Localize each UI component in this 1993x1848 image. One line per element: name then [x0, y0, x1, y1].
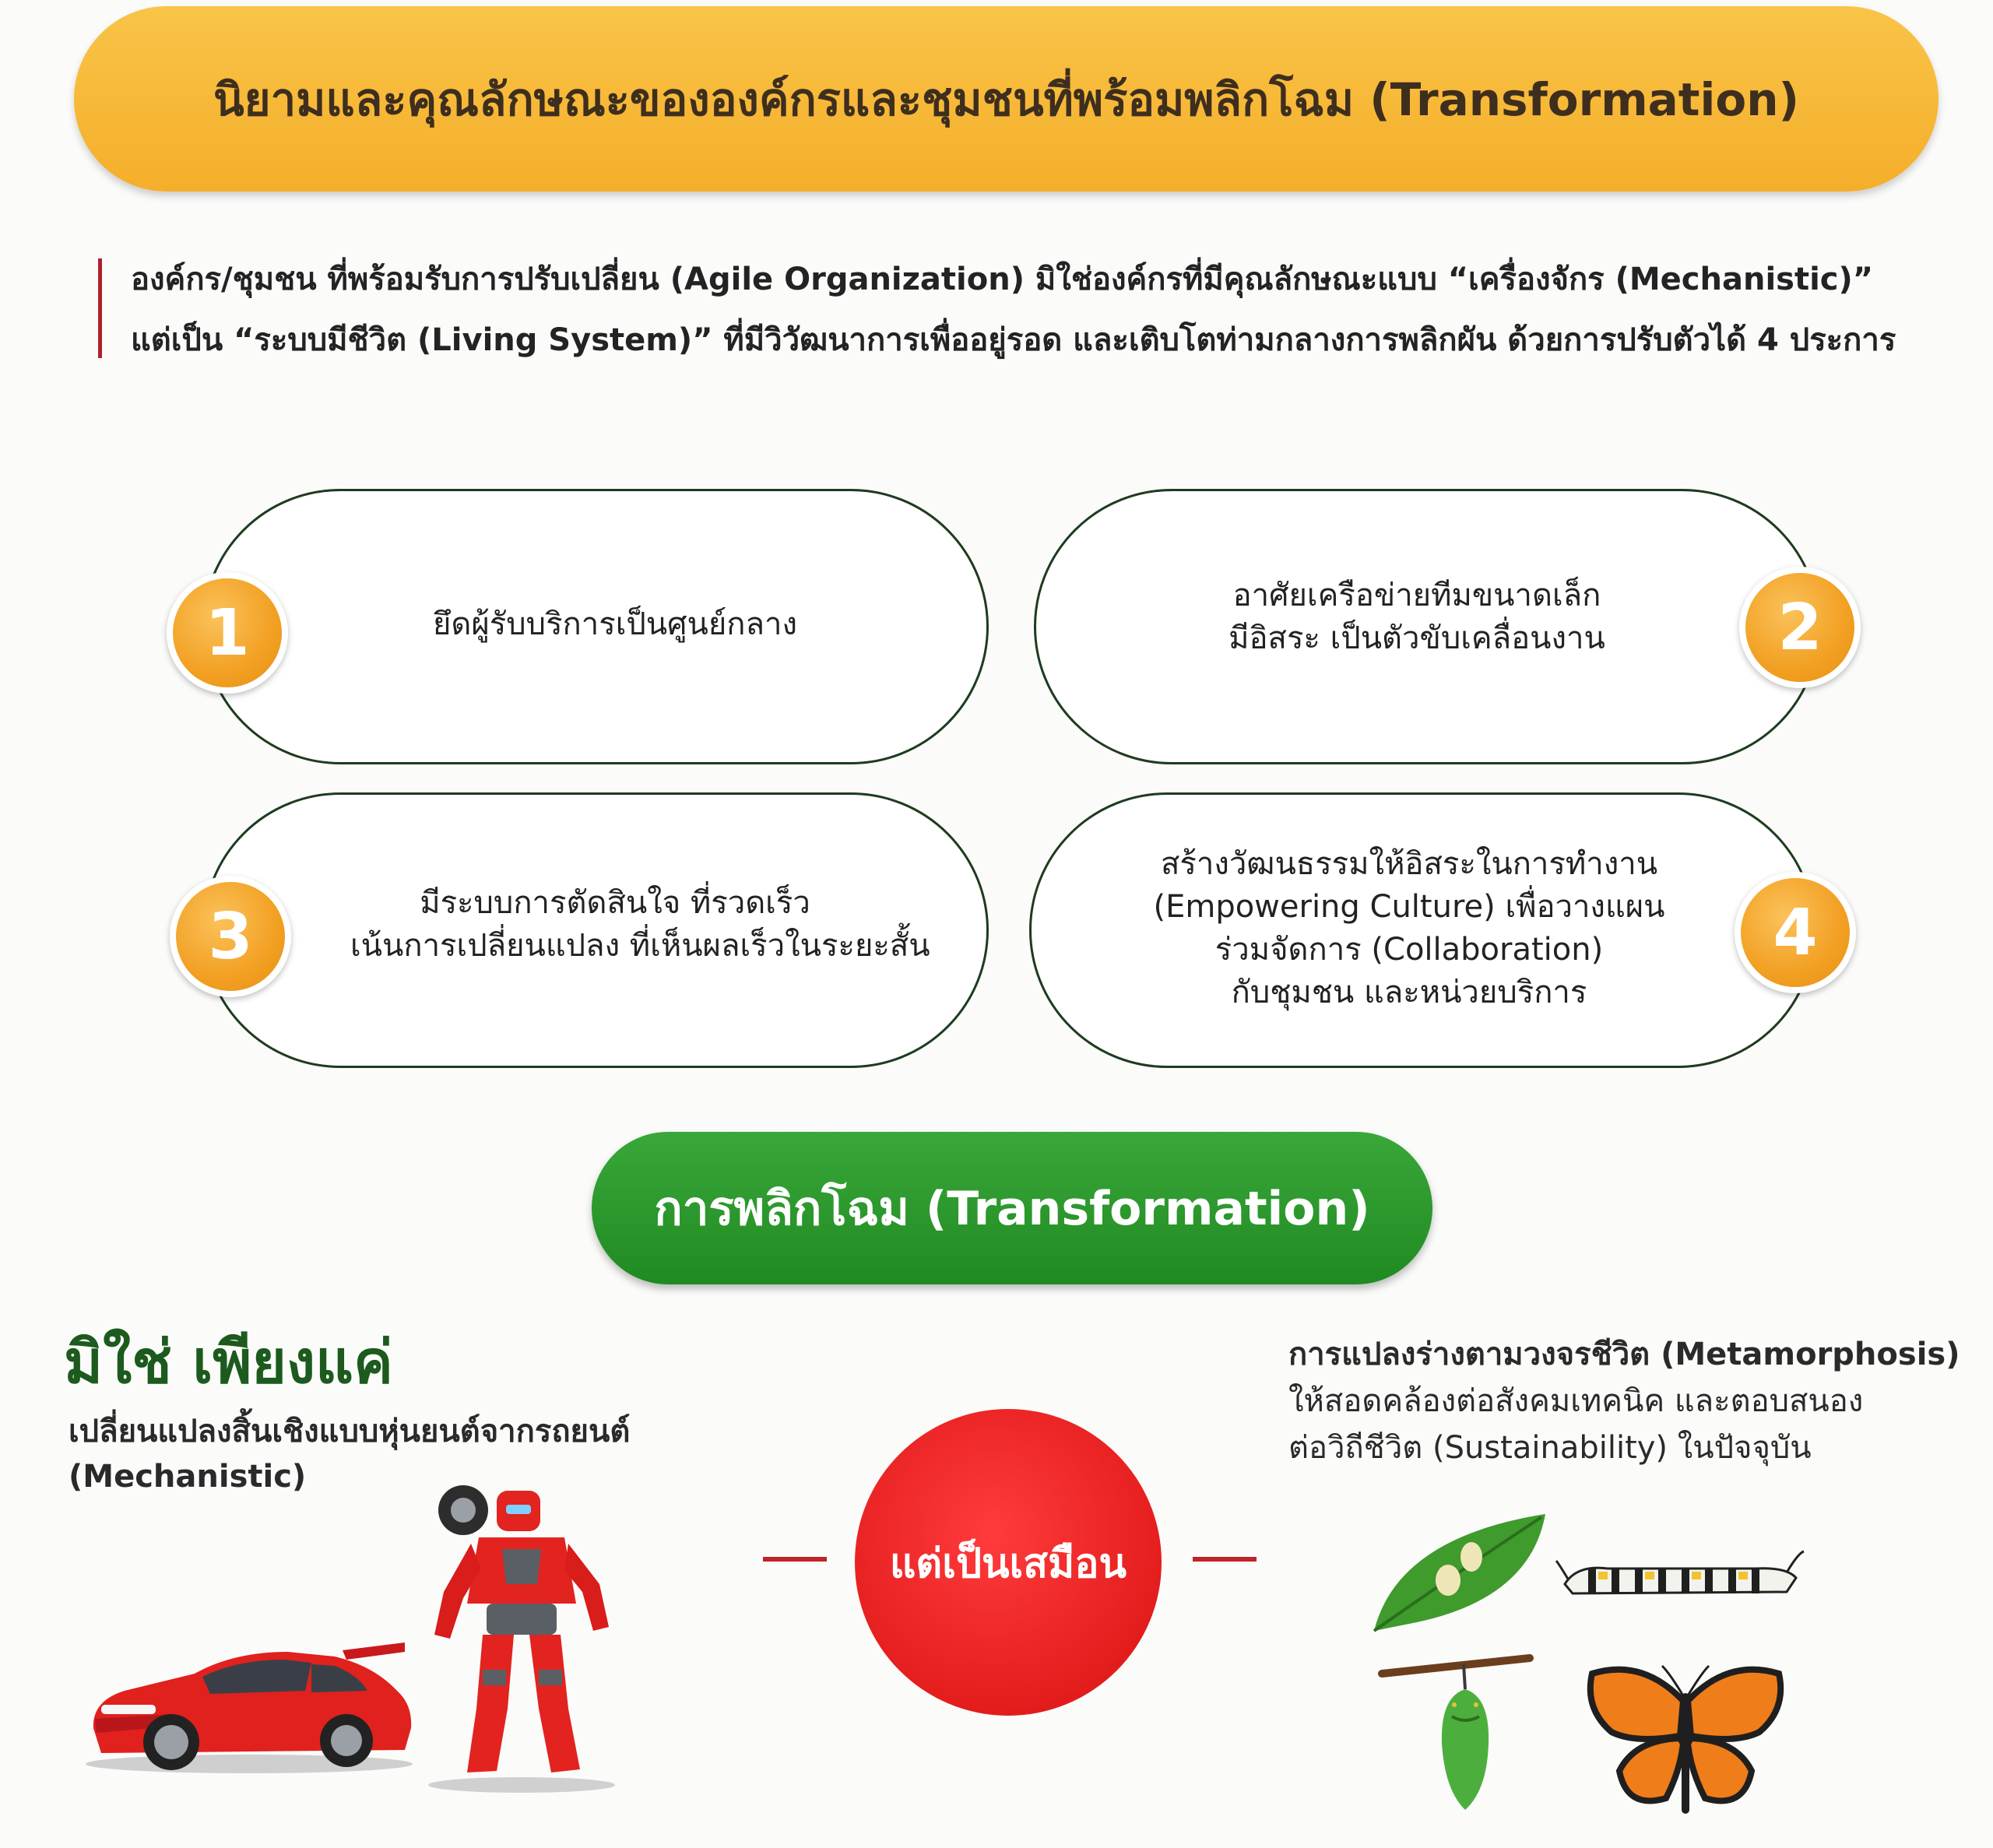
chrysalis-illustration [1378, 1650, 1534, 1818]
item-2-text [1152, 574, 1682, 660]
but-like-circle [855, 1409, 1162, 1716]
metamorphosis-description [1288, 1331, 1960, 1471]
metamorphosis-line-3: ต่อวิถีชีวิต (Sustainability) ในปัจจุบัน [1288, 1430, 1812, 1466]
item-3-line-1: มีระบบการตัดสินใจ ที่รวดเร็ว [420, 885, 810, 921]
intro-paragraph [131, 249, 1945, 371]
title-banner [74, 6, 1939, 191]
item-3-text [350, 882, 930, 968]
intro-accent-bar [98, 258, 102, 358]
metamorphosis-line-1: การแปลงร่างตามวงจรชีวิต (Metamorphosis) [1288, 1337, 1960, 1372]
transformation-banner-text: การพลิกโฉม (Transformation) [654, 1181, 1370, 1236]
item-2-number: 2 [1777, 590, 1823, 665]
metamorphosis-line-2: ให้สอดคล้องต่อสังคมเทคนิค และตอบสนอง [1288, 1383, 1864, 1419]
item-3-number-badge [170, 876, 291, 997]
item-1-text [350, 603, 880, 646]
item-3-line-2: เน้นการเปลี่ยนแปลง ที่เห็นผลเร็วในระยะสั้น [350, 928, 930, 964]
item-2-line-2: มีอิสระ เป็นตัวขับเคลื่อนงาน [1228, 620, 1605, 656]
leaf-with-eggs-illustration [1366, 1506, 1553, 1639]
item-1-line-1: ยึดผู้รับบริการเป็นศูนย์กลาง [432, 606, 798, 642]
item-2-line-1: อาศัยเครือข่ายทีมขนาดเล็ก [1232, 578, 1601, 613]
item-4-line-2: (Empowering Culture) เพื่อวางแผน [1153, 889, 1665, 925]
item-4-line-1: สร้างวัฒนธรรมให้อิสระในการทำงาน [1160, 846, 1658, 882]
mechanistic-line-1: เปลี่ยนแปลงสิ้นเชิงแบบหุ่นยนต์จากรถยนต์ [69, 1414, 631, 1449]
item-1-number: 1 [205, 596, 250, 670]
transformation-banner [592, 1132, 1432, 1284]
left-connector-dash [763, 1557, 827, 1562]
item-4-text [1144, 843, 1674, 1014]
item-3-number: 3 [208, 899, 253, 974]
page-title: นิยามและคุณลักษณะขององค์กรและชุมชนที่พร้อมพลิกโฉม (Transformation) [213, 72, 1800, 126]
intro-line-1: องค์กร/ชุมชน ที่พร้อมรับการปรับเปลี่ยน (Agile Organization) มิใช่องค์กรที่มีคุณลักษณะแบบ “เครื่องจักร (Mechanistic)” [131, 262, 1874, 297]
item-4-line-3: ร่วมจัดการ (Collaboration) [1214, 932, 1604, 968]
intro-line-2: แต่เป็น “ระบบมีชีวิต (Living System)” ที่มีวิวัฒนาการเพื่ออยู่รอด และเติบโตท่ามกลางการพลิกผัน ด้วยการปรับตัวได้ 4 ประการ [131, 322, 1896, 358]
caterpillar-illustration [1553, 1537, 1810, 1607]
item-4-number-badge [1735, 872, 1856, 993]
red-robot-illustration [405, 1475, 638, 1794]
red-sports-car-illustration [78, 1619, 420, 1775]
but-like-text: แต่เป็นเสมือน [889, 1540, 1127, 1587]
mechanistic-line-2: (Mechanistic) [69, 1459, 307, 1495]
item-1-number-badge [167, 572, 288, 694]
monarch-butterfly-illustration [1580, 1654, 1791, 1822]
item-4-line-4: กับชุมชน และหน่วยบริการ [1231, 975, 1587, 1010]
right-connector-dash [1193, 1557, 1257, 1562]
not-only-heading: มิใช่ เพียงแค่ [64, 1327, 393, 1397]
item-4-number: 4 [1773, 895, 1818, 970]
item-2-number-badge [1739, 567, 1861, 688]
